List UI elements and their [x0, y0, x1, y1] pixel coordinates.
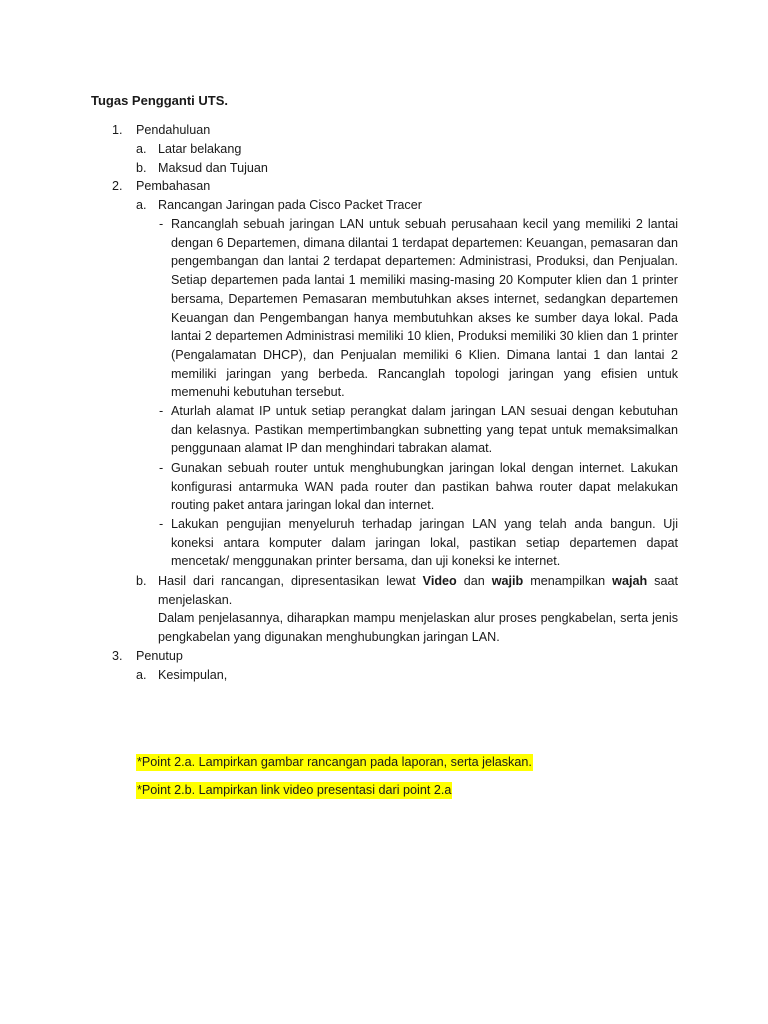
section-2b-text-4: saat menjelaskan.: [158, 574, 678, 607]
section-3-heading: Penutup: [136, 649, 183, 663]
bullet-3-dash: -: [159, 461, 164, 475]
bullet-2-dash: -: [159, 404, 164, 418]
section-3a-label: Kesimpulan,: [158, 668, 228, 682]
section-2b-paragraph-2: Dalam penjelasannya, diharapkan mampu menjelaskan alur proses pengkabelan, serta jenis pengkabelan yang digunakan menghubungkan jaringan LAN.: [158, 611, 678, 644]
section-1b-marker: b.: [136, 161, 147, 175]
section-2a-marker: a.: [136, 198, 147, 212]
section-2b-text-1: Hasil dari rancangan, dipresentasikan lewat: [158, 574, 423, 588]
section-2b-paragraph: [158, 572, 678, 609]
section-2b-bold-wajah: wajah: [612, 574, 648, 588]
section-1a-label: Latar belakang: [158, 142, 242, 156]
highlight-note-2a: *Point 2.a. Lampirkan gambar rancangan pada laporan, serta jelaskan.: [137, 755, 532, 769]
bullet-4-text: Lakukan pengujian menyeluruh terhadap jaringan LAN yang telah anda bangun. Uji koneksi antara komputer dalam jaringan lokal, pastikan setiap departemen dapat mencetak/ menggunakan printer bersama, dan uji koneksi ke internet.: [171, 517, 678, 569]
section-2b-bold-video: Video: [422, 574, 457, 588]
section-2b-text-3: menampilkan: [523, 574, 613, 588]
section-1b-label: Maksud dan Tujuan: [158, 161, 268, 175]
highlight-note-2b: *Point 2.b. Lampirkan link video presentasi dari point 2.a: [137, 783, 452, 797]
section-2b-bold-wajib: wajib: [491, 574, 524, 588]
section-3-number: 3.: [112, 649, 123, 663]
section-1-heading: Pendahuluan: [136, 123, 211, 137]
section-2a-label: Rancangan Jaringan pada Cisco Packet Tracer: [158, 198, 422, 212]
bullet-3-text: Gunakan sebuah router untuk menghubungkan jaringan lokal dengan internet. Lakukan konfigurasi antarmuka WAN pada router dan pastikan bahwa router dapat melakukan routing paket antara jaringan lokal dan internet.: [171, 461, 678, 513]
section-2b-text-2: dan: [456, 574, 492, 588]
section-1a-marker: a.: [136, 142, 147, 156]
section-2-heading: Pembahasan: [136, 179, 211, 193]
bullet-1-text: Rancanglah sebuah jaringan LAN untuk sebuah perusahaan kecil yang memiliki 2 lantai dengan 6 Departemen, dimana dilantai 1 terdapat departemen: Keuangan, pemasaran dan pengembangan dan lantai 2 terdapat departemen: Administrasi, Produksi, dan Penjualan. Setiap departemen pada lantai 1 memiliki masing-masing 20 Komputer klien dan 1 printer bersama, Departemen Pemasaran membutuhkan akses internet, sedangkan departemen Keuangan dan Pengembangan hanya membutuhkan akses ke sumber daya lokal. Pada lantai 2 departemen Administrasi memiliki 10 klien, Produksi memiliki 30 klien dan 1 printer (Pengalamatan DHCP), dan Penjualan memiliki 6 Klien. Dimana lantai 1 dan lantai 2 memiliki jaringan yang berbeda. Rancanglah topologi jaringan yang efisien untuk memenuhi kebutuhan tersebut.: [171, 217, 678, 400]
section-3a-marker: a.: [136, 668, 147, 682]
bullet-1-dash: -: [159, 217, 164, 231]
bullet-2-text: Aturlah alamat IP untuk setiap perangkat dalam jaringan LAN sesuai dengan kebutuhan dan kelasnya. Pastikan mempertimbangkan subnetting yang tepat untuk memaksimalkan penggunaan alamat IP dan menghindari tabrakan alamat.: [171, 404, 678, 456]
section-2b-marker: b.: [136, 574, 147, 588]
bullet-4-dash: -: [159, 517, 164, 531]
document-title: Tugas Pengganti UTS.: [91, 93, 228, 108]
section-1-number: 1.: [112, 123, 123, 137]
section-2-number: 2.: [112, 179, 123, 193]
